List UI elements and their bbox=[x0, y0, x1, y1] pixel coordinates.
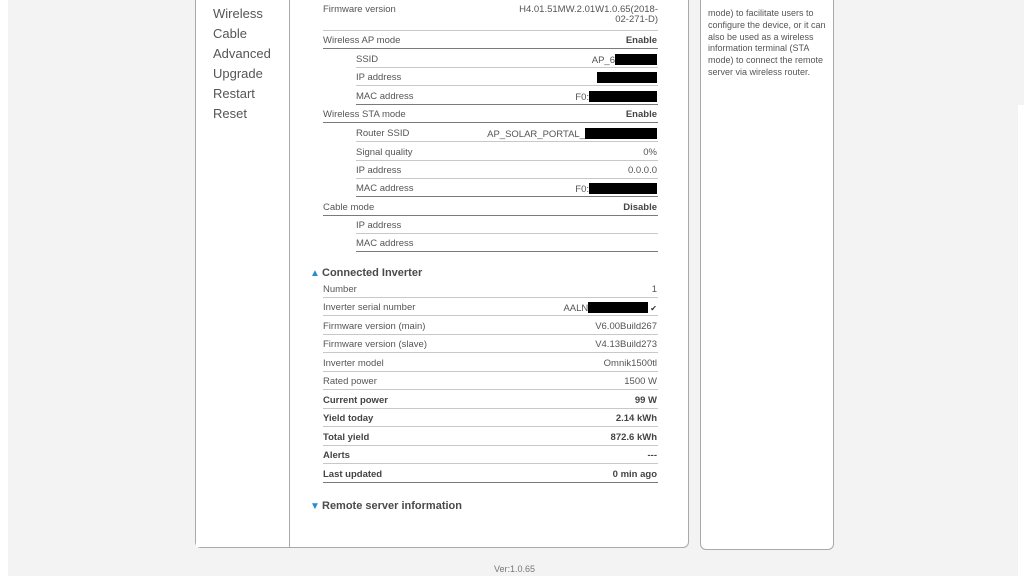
sta-mode-label: Wireless STA mode bbox=[323, 109, 406, 120]
redaction-block bbox=[615, 54, 657, 65]
ap-ssid-label: SSID bbox=[356, 54, 379, 65]
router-ssid-value: AP_SOLAR_PORTAL_ bbox=[487, 129, 585, 140]
last-updated-label: Last updated bbox=[323, 469, 383, 480]
ap-ssid-value-wrap bbox=[592, 54, 657, 66]
signal-label: Signal quality bbox=[356, 147, 413, 158]
yield-today-row bbox=[323, 409, 658, 427]
router-ssid-row bbox=[356, 124, 658, 142]
nav-item-restart[interactable]: Restart bbox=[213, 86, 255, 101]
ap-ip-value bbox=[597, 72, 657, 84]
total-yield-label: Total yield bbox=[323, 432, 370, 443]
cable-ip-label: IP address bbox=[356, 220, 402, 231]
ap-mode-row bbox=[323, 31, 658, 49]
ap-ssid-row bbox=[356, 50, 658, 68]
router-ssid-value-wrap bbox=[487, 128, 657, 140]
sta-ip-value: 0.0.0.0 bbox=[627, 165, 657, 176]
remote-server-toggle[interactable] bbox=[310, 500, 462, 512]
fw-slave-row bbox=[323, 335, 658, 353]
firmware-row bbox=[323, 0, 658, 31]
signal-row bbox=[356, 143, 658, 161]
sidebar bbox=[196, 0, 290, 547]
page-edge bbox=[1018, 105, 1024, 576]
current-power-row bbox=[323, 391, 658, 409]
connected-inverter-title: Connected Inverter bbox=[322, 267, 423, 279]
firmware-label: Firmware version bbox=[323, 4, 396, 15]
redaction-block bbox=[589, 183, 657, 194]
redaction-block bbox=[597, 72, 657, 83]
ap-mac-row bbox=[356, 87, 658, 105]
redaction-block bbox=[588, 302, 648, 313]
inverter-model-row bbox=[323, 354, 658, 372]
redaction-block bbox=[589, 91, 657, 102]
inverter-serial-row bbox=[323, 298, 658, 316]
nav-item-reset[interactable]: Reset bbox=[213, 106, 247, 121]
inverter-number-value: 1 bbox=[651, 284, 657, 295]
alerts-value: --- bbox=[647, 450, 657, 461]
current-power-label: Current power bbox=[323, 395, 388, 406]
cable-mode-row bbox=[323, 198, 658, 216]
ap-mac-value-wrap bbox=[575, 91, 657, 103]
firmware-value: H4.01.51MW.2.01W1.0.65(2018-02-271-D) bbox=[519, 4, 658, 25]
yield-today-label: Yield today bbox=[323, 413, 374, 424]
fw-main-label: Firmware version (main) bbox=[323, 321, 426, 332]
nav-item-upgrade[interactable]: Upgrade bbox=[213, 66, 263, 81]
cable-mode-label: Cable mode bbox=[323, 202, 375, 213]
rated-power-label: Rated power bbox=[323, 376, 377, 387]
sta-ip-label: IP address bbox=[356, 165, 402, 176]
nav-item-cable[interactable]: Cable bbox=[213, 26, 247, 41]
remote-server-title: Remote server information bbox=[322, 500, 462, 512]
ap-ip-row bbox=[356, 68, 658, 86]
sta-mode-value: Enable bbox=[625, 109, 657, 120]
sta-mac-value-wrap bbox=[575, 183, 657, 195]
alerts-row bbox=[323, 446, 658, 464]
chevron-down-icon: ▼ bbox=[310, 501, 320, 512]
last-updated-value: 0 min ago bbox=[612, 469, 657, 480]
router-ssid-label: Router SSID bbox=[356, 128, 410, 139]
sta-ip-row bbox=[356, 161, 658, 179]
alerts-label: Alerts bbox=[323, 450, 350, 461]
nav-item-wireless[interactable]: Wireless bbox=[213, 6, 263, 21]
fw-slave-value: V4.13Build273 bbox=[595, 339, 657, 350]
total-yield-value: 872.6 kWh bbox=[610, 432, 657, 443]
version-label: Ver:1.0.65 bbox=[494, 564, 536, 574]
chevron-down-icon: ✔ bbox=[650, 304, 657, 313]
ap-mode-label: Wireless AP mode bbox=[323, 35, 401, 46]
ap-ip-label: IP address bbox=[356, 72, 402, 83]
connected-inverter-toggle[interactable] bbox=[310, 267, 422, 279]
sta-mac-value: F0: bbox=[575, 184, 589, 195]
sta-mac-label: MAC address bbox=[356, 183, 414, 194]
chevron-up-icon: ▲ bbox=[310, 268, 320, 279]
inverter-serial-label: Inverter serial number bbox=[323, 302, 416, 313]
inverter-model-label: Inverter model bbox=[323, 358, 384, 369]
fw-slave-label: Firmware version (slave) bbox=[323, 339, 427, 350]
total-yield-row bbox=[323, 428, 658, 446]
inverter-number-row bbox=[323, 280, 658, 298]
sta-mode-row bbox=[323, 105, 658, 123]
inverter-number-label: Number bbox=[323, 284, 357, 295]
sta-mac-row bbox=[356, 179, 658, 197]
signal-value: 0% bbox=[643, 147, 657, 158]
inverter-serial-select[interactable] bbox=[563, 302, 657, 314]
fw-main-value: V6.00Build267 bbox=[595, 321, 657, 332]
ap-ssid-value: AP_6 bbox=[591, 55, 615, 66]
ap-mac-label: MAC address bbox=[356, 91, 414, 102]
redaction-block bbox=[585, 128, 657, 139]
nav-item-advanced[interactable]: Advanced bbox=[213, 46, 271, 61]
ap-mode-value: Enable bbox=[625, 35, 657, 46]
cable-mode-value: Disable bbox=[623, 202, 657, 213]
rated-power-value: 1500 W bbox=[624, 376, 657, 387]
current-power-value: 99 W bbox=[634, 395, 657, 406]
last-updated-row bbox=[323, 465, 658, 483]
cable-ip-row bbox=[356, 216, 658, 234]
help-text: mode) to facilitate users to configure the device, or it can also be used as a wireless information terminal (STA mode) to connect the remote server via wireless router. bbox=[708, 8, 826, 77]
rated-power-row bbox=[323, 372, 658, 390]
help-panel bbox=[700, 0, 834, 550]
cable-mac-row bbox=[356, 234, 658, 252]
fw-main-row bbox=[323, 317, 658, 335]
cable-mac-label: MAC address bbox=[356, 238, 414, 249]
ap-mac-value: F0: bbox=[575, 92, 589, 103]
inverter-model-value: Omnik1500tl bbox=[603, 358, 657, 369]
yield-today-value: 2.14 kWh bbox=[615, 413, 657, 424]
inverter-serial-value: AALN bbox=[563, 303, 589, 314]
